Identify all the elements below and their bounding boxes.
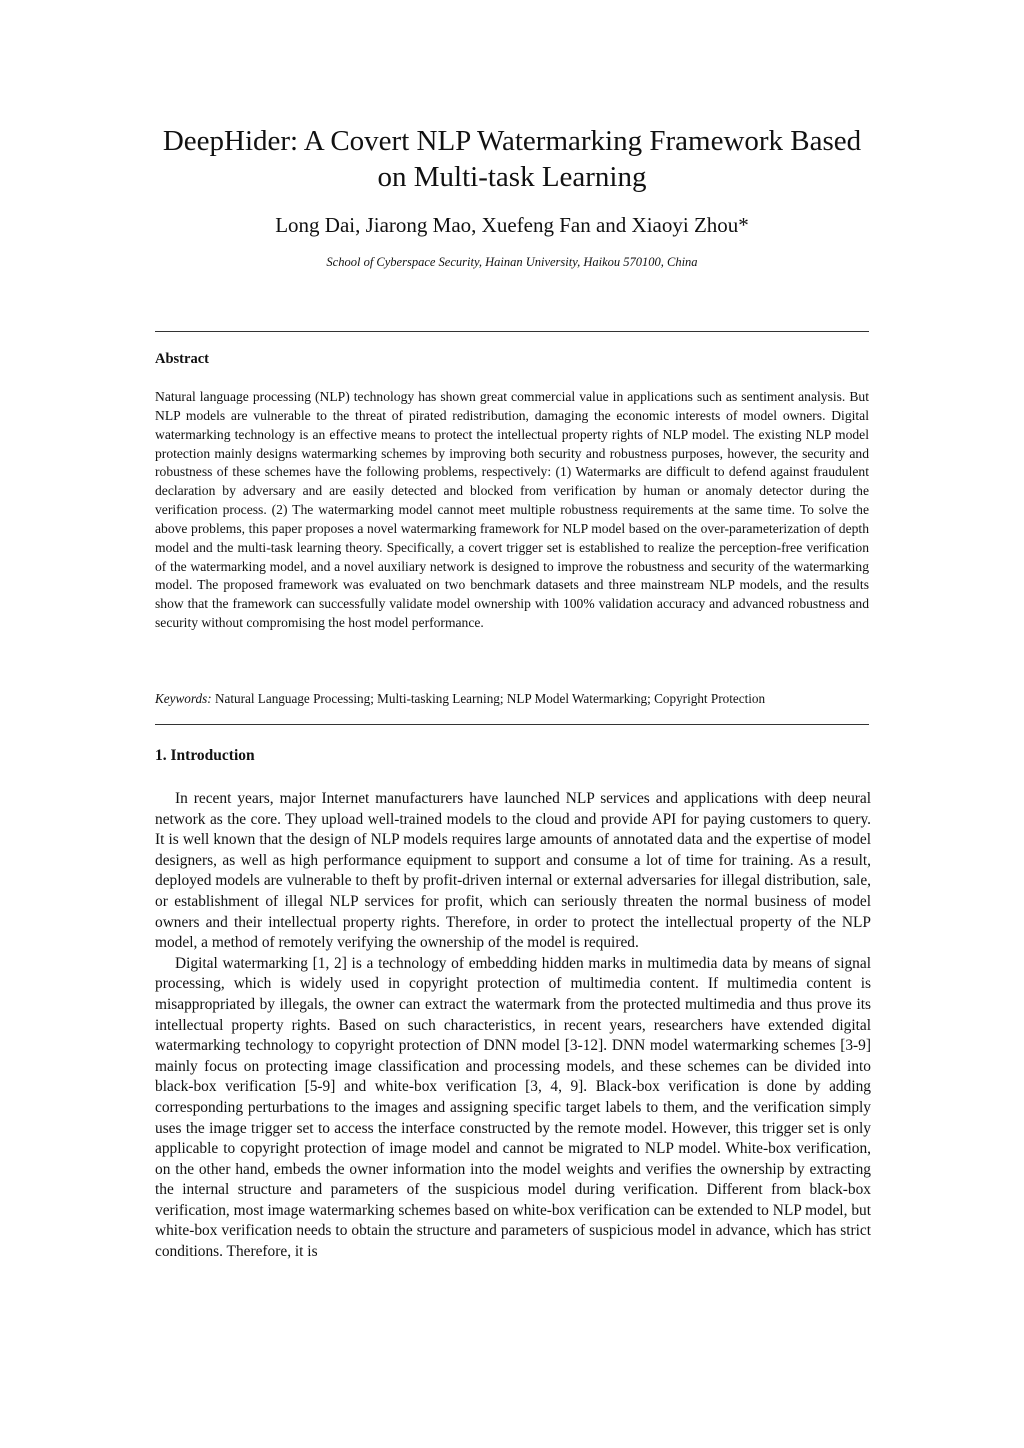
introduction-body	[155, 789, 871, 1263]
introduction-paragraph: In recent years, major Internet manufacturers have launched NLP services and applications with deep neural network as the core. They upload well-trained models to the cloud and provide API for paying customers to query. It is well known that the design of NLP models requires large amounts of annotated data and the expertise of model designers, as well as high performance equipment to support and consume a lot of time for training. As a result, deployed models are vulnerable to theft by profit-driven internal or external adversaries for illegal distribution, sale, or establishment of illegal NLP services for profit, which can seriously threaten the normal business of model owners and their intellectual property rights. Therefore, in order to protect the intellectual property of the NLP model, a method of remotely verifying the ownership of the model is required.	[155, 790, 871, 952]
abstract-top-divider	[155, 331, 869, 332]
author-list: Long Dai, Jiarong Mao, Xuefeng Fan and Xiaoyi Zhou*	[275, 213, 749, 237]
abstract-bottom-divider	[155, 724, 869, 725]
abstract-heading: Abstract	[155, 351, 209, 367]
keywords-label: Keywords:	[155, 691, 212, 706]
paper-title	[120, 123, 904, 195]
introduction-heading: 1. Introduction	[155, 747, 255, 764]
introduction-paragraph: Digital watermarking [1, 2] is a technology of embedding hidden marks in multimedia data by means of signal processing, which is widely used in copyright protection of multimedia content. If multimedia content is misappropriated by illegals, the owner can extract the watermark from the protected multimedia and thus prove its intellectual property rights. Based on such characteristics, in recent years, researchers have extended digital watermarking technology to copyright protection of DNN model [3-12]. DNN model watermarking schemes [3-9] mainly focus on protecting image classification and processing models, and these schemes can be divided into black-box verification [5-9] and white-box verification [3, 4, 9]. Black-box verification is done by adding corresponding perturbations to the images and assigning specific target labels to them, and the verification simply uses the image trigger set to access the interface constructed by the remote model. However, this trigger set is only applicable to copyright protection of image model and cannot be migrated to NLP model. White-box verification, on the other hand, embeds the owner information into the model weights and verifies the ownership by extracting the internal structure and parameters of the suspicious model during verification. Different from black-box verification, most image watermarking schemes based on white-box verification can be extended to NLP model, but white-box verification needs to obtain the structure and parameters of suspicious model in advance, which has strict conditions. Therefore, it is	[155, 954, 871, 1261]
keywords-text: Natural Language Processing; Multi-tasking Learning; NLP Model Watermarking; Copyright Protection	[214, 691, 766, 706]
abstract-text: Natural language processing (NLP) technology has shown great commercial value in applications such as sentiment analysis. But NLP models are vulnerable to the threat of pirated redistribution, damaging the economic interests of model owners. Digital watermarking technology is an effective means to protect the intellectual property rights of NLP model. The existing NLP model protection mainly designs watermarking schemes by improving both security and robustness purposes, however, the security and robustness of these schemes have the following problems, respectively: (1) Watermarks are difficult to defend against fraudulent declaration by adversary and are easily detected and blocked from verification by human or anomaly detector during the verification process. (2) The watermarking model cannot meet multiple robustness requirements at the same time. To solve the above problems, this paper proposes a novel watermarking framework for NLP model based on the over-parameterization of depth model and the multi-task learning theory. Specifically, a covert trigger set is established to realize the perception-free verification of the watermarking model, and a novel auxiliary network is designed to improve the robustness and security of the watermarking model. The proposed framework was evaluated on two benchmark datasets and three mainstream NLP models, and the results show that the framework can successfully validate model ownership with 100% validation accuracy and advanced robustness and security without compromising the host model performance.	[155, 389, 869, 631]
paper-title-line-2: on Multi-task Learning	[377, 161, 647, 193]
author-affiliation: School of Cyberspace Security, Hainan University, Haikou 570100, China	[326, 255, 698, 269]
keywords-line	[155, 690, 869, 708]
paper-title-line-1: DeepHider: A Covert NLP Watermarking Framework Based	[162, 125, 862, 157]
